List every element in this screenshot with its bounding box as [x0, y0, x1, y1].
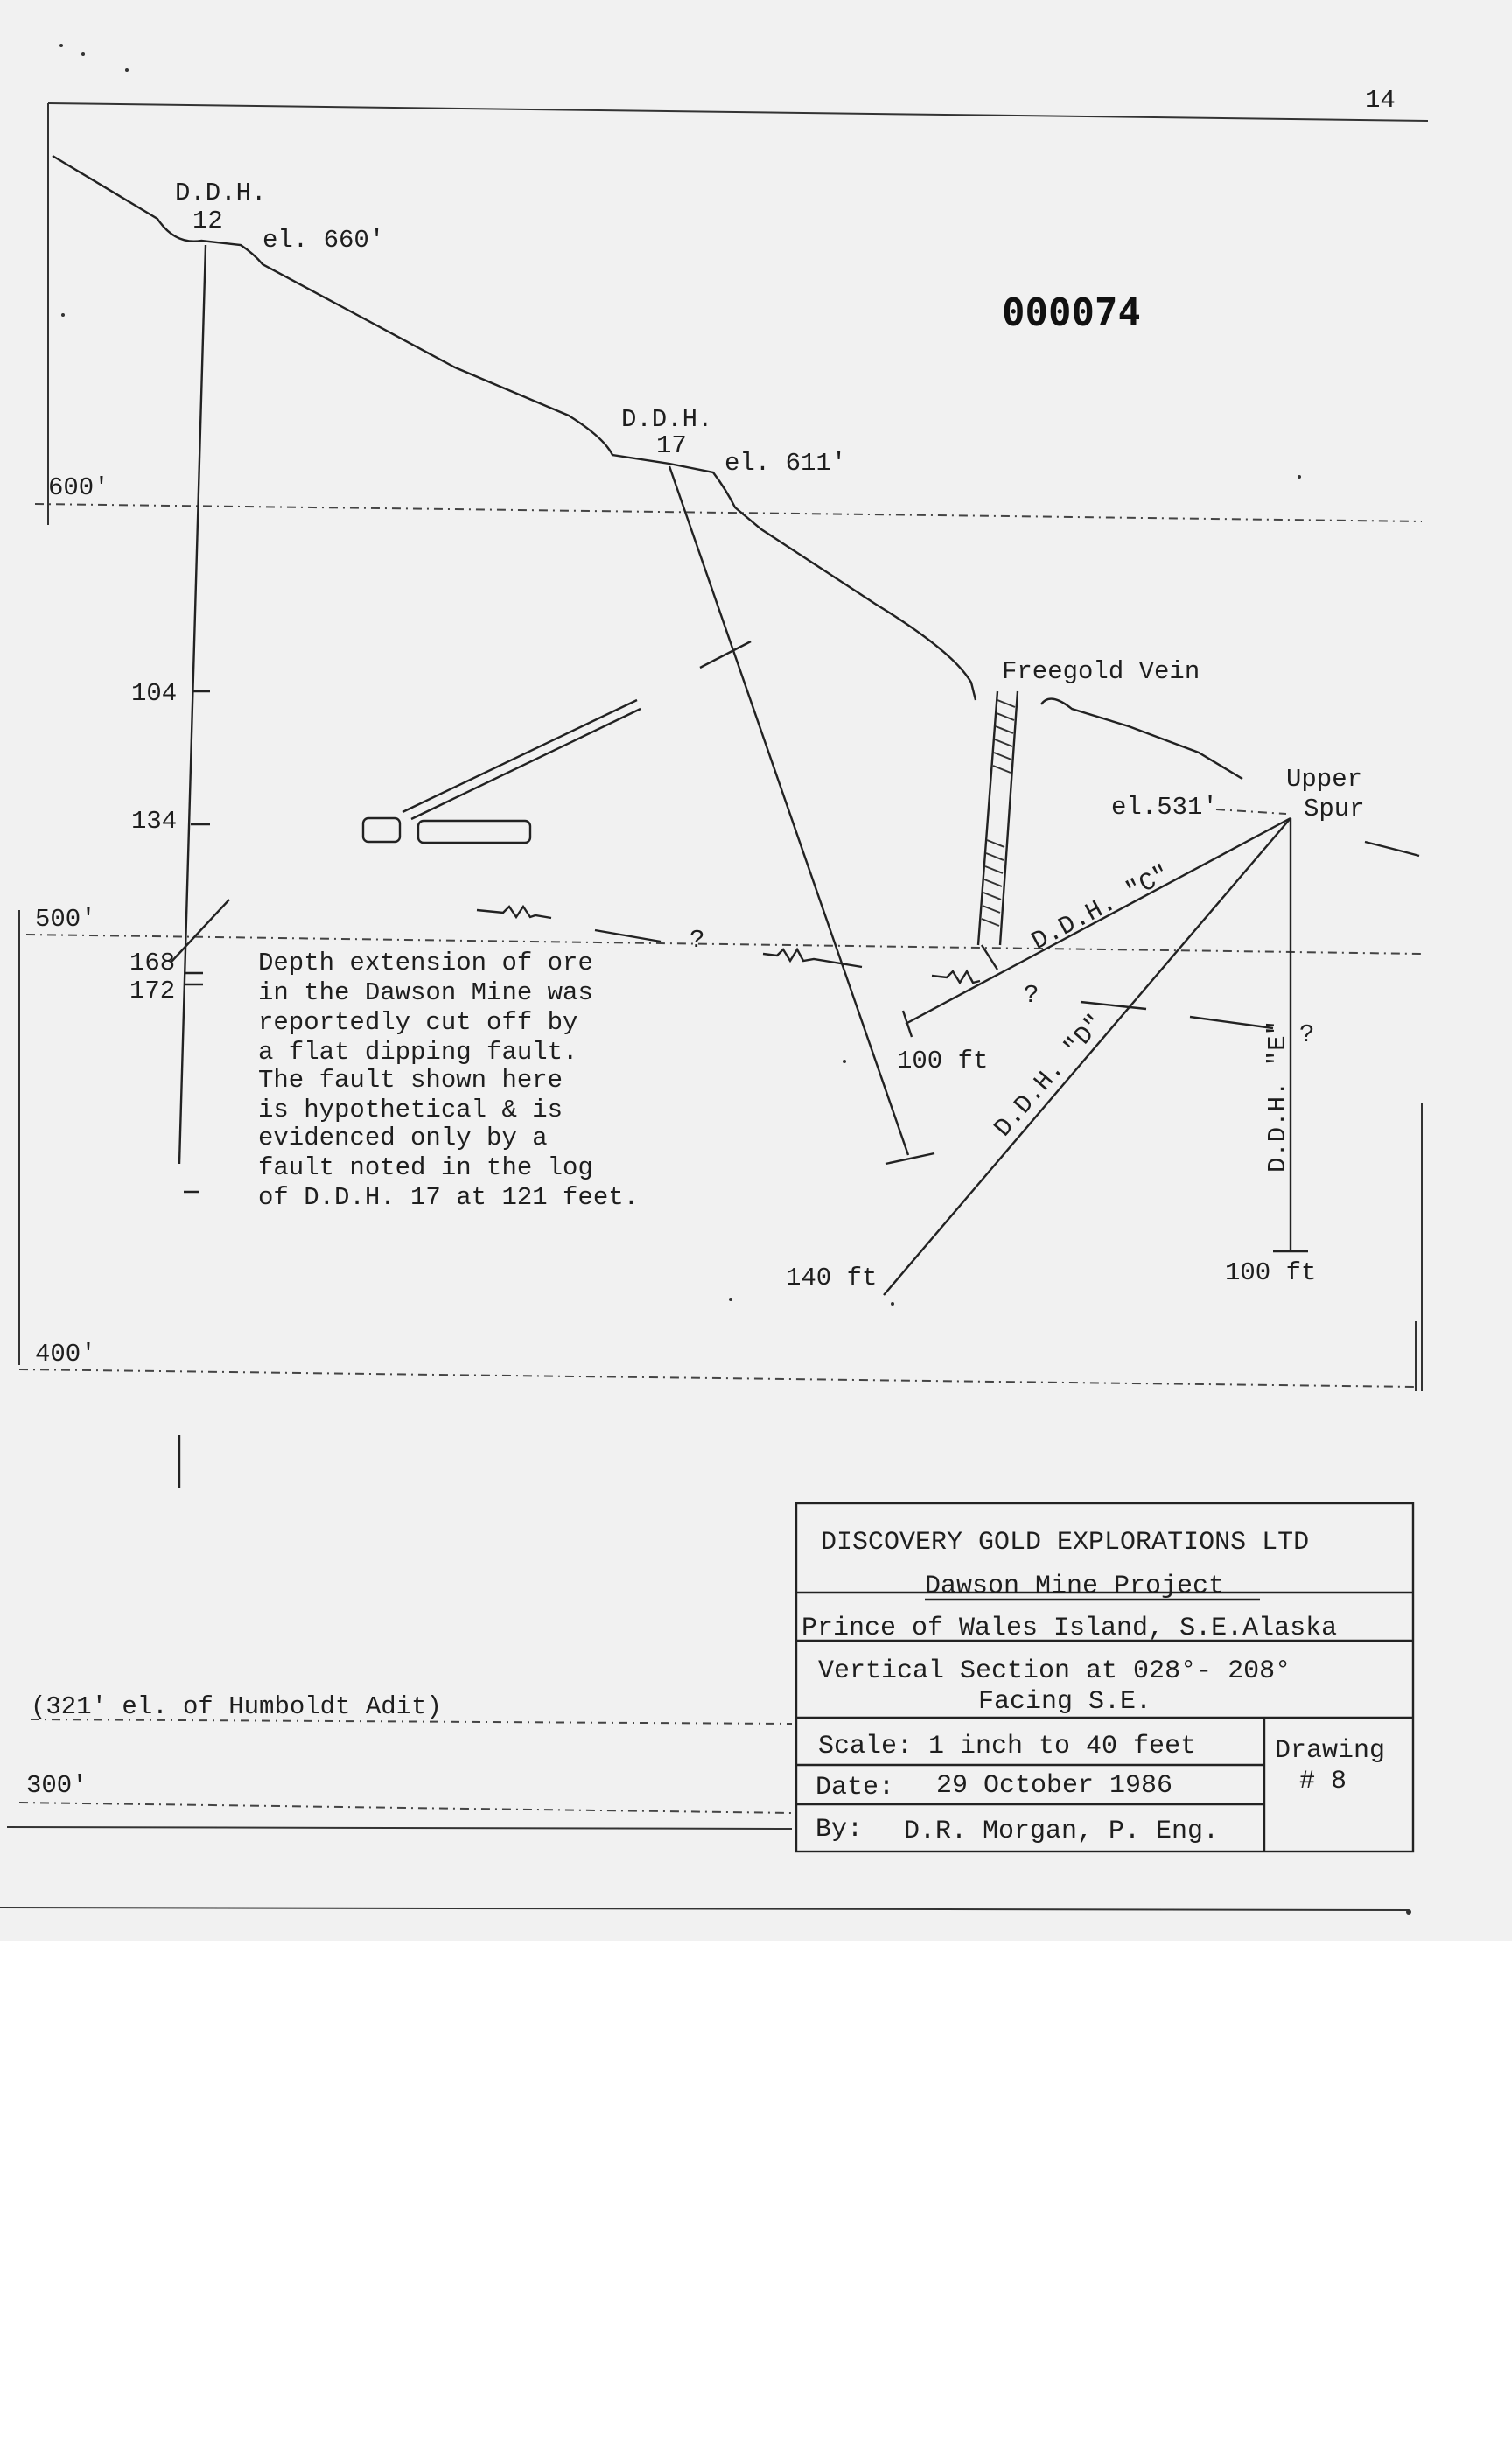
note-line: in the Dawson Mine was	[258, 978, 593, 1007]
ddhC-label: D.D.H. "C"	[1026, 859, 1175, 956]
fault-question-1: ?	[690, 926, 705, 955]
ddh17-end-cap	[886, 1153, 934, 1164]
stope-line-2	[411, 709, 640, 819]
elevation-line-600	[35, 504, 1422, 522]
upper-spur-label-2: Spur	[1304, 794, 1365, 823]
fault-zigzag-1	[477, 906, 551, 918]
ddhD-depth: 140 ft	[786, 1264, 878, 1292]
note-line: fault noted in the log	[258, 1153, 593, 1182]
fault-note	[258, 948, 639, 1212]
note-line: evidenced only by a	[258, 1124, 548, 1152]
spur-elevation: el.531'	[1111, 793, 1218, 822]
elevation-300: 300'	[26, 1771, 88, 1800]
ore-block-long	[418, 821, 530, 843]
depth-tick-104: 104	[131, 679, 178, 708]
fault-segment-1	[595, 930, 661, 942]
spur-elevation-leader	[1216, 809, 1286, 814]
note-line: The fault shown here	[258, 1066, 564, 1095]
elevation-line-400	[19, 1369, 1416, 1387]
humboldt-adit-label: (321' el. of Humboldt Adit)	[31, 1692, 442, 1721]
ddh17-elevation: el. 611'	[724, 449, 847, 478]
document-stamp: 000074	[1002, 290, 1141, 335]
ddhC-depth: 100 ft	[897, 1046, 989, 1075]
tb-drawing-label: Drawing	[1275, 1736, 1386, 1766]
ddh17-hole	[669, 466, 908, 1155]
ddhC-end-cap	[903, 1011, 912, 1037]
ddh12-number: 12	[192, 206, 223, 235]
bottom-border	[7, 1827, 792, 1829]
ground-surface-profile	[52, 156, 976, 700]
fault-question-3: ?	[1299, 1020, 1315, 1049]
title-block	[796, 1503, 1413, 1852]
depth-tick-134: 134	[131, 807, 178, 836]
tb-by-value: D.R. Morgan, P. Eng.	[904, 1816, 1220, 1846]
tb-drawing-number: # 8	[1299, 1767, 1348, 1796]
ddhE-depth: 100 ft	[1225, 1258, 1317, 1287]
page-bottom-edge	[0, 1908, 1409, 1910]
note-line: Depth extension of ore	[258, 948, 593, 977]
fault-zigzag-2	[763, 949, 862, 967]
tb-location: Prince of Wales Island, S.E.Alaska	[802, 1614, 1338, 1643]
note-line: of D.D.H. 17 at 121 feet.	[258, 1183, 640, 1212]
ddh17-number: 17	[656, 431, 687, 460]
top-border	[48, 103, 1428, 121]
stope-line-1	[402, 700, 637, 812]
upper-spur-label-1: Upper	[1286, 765, 1363, 794]
elevation-line-500	[26, 934, 1422, 954]
depth-tick-168: 168	[130, 948, 176, 977]
elevation-600: 600'	[48, 473, 109, 502]
tb-by-label: By:	[816, 1815, 864, 1844]
tb-section-1: Vertical Section at 028°- 208°	[818, 1656, 1292, 1686]
tb-date-label: Date:	[816, 1773, 895, 1802]
fault-segment-2	[1081, 1002, 1146, 1009]
fault-zigzag-3	[932, 971, 980, 983]
elevation-500: 500'	[35, 905, 96, 934]
note-line: a flat dipping fault.	[258, 1038, 578, 1067]
ddhD-label: D.D.H. "D"	[988, 1008, 1110, 1143]
tb-date-value: 29 October 1986	[936, 1771, 1173, 1801]
tb-section-2: Facing S.E.	[978, 1687, 1152, 1717]
ore-block-small	[363, 818, 400, 842]
tb-scale: Scale: 1 inch to 40 feet	[818, 1732, 1197, 1761]
fault-question-2: ?	[1024, 981, 1040, 1010]
note-line: is hypothetical & is	[258, 1096, 564, 1124]
ground-surface-east	[1041, 699, 1242, 779]
ddh12-elevation: el. 660'	[262, 226, 385, 255]
elevation-line-300	[19, 1802, 792, 1813]
tb-company: DISCOVERY GOLD EXPLORATIONS LTD	[821, 1528, 1310, 1558]
page-number: 14	[1365, 86, 1396, 115]
ground-surface-far-east	[1365, 842, 1419, 856]
ddh12-hole	[179, 245, 206, 1164]
ddh17-fault-tick	[700, 641, 751, 668]
note-line: reportedly cut off by	[258, 1008, 578, 1037]
fault-segment-3	[1190, 1017, 1273, 1028]
freegold-vein-label: Freegold Vein	[1002, 657, 1200, 686]
ddh12-name: D.D.H.	[175, 178, 267, 207]
elevation-400: 400'	[35, 1340, 96, 1368]
depth-tick-172: 172	[130, 976, 176, 1005]
ddhE-label: D.D.H. "E"	[1264, 1019, 1292, 1172]
ddh17-name: D.D.H.	[621, 405, 713, 434]
fault-crossing-ddh12	[171, 900, 229, 962]
tb-project: Dawson Mine Project	[925, 1572, 1225, 1601]
